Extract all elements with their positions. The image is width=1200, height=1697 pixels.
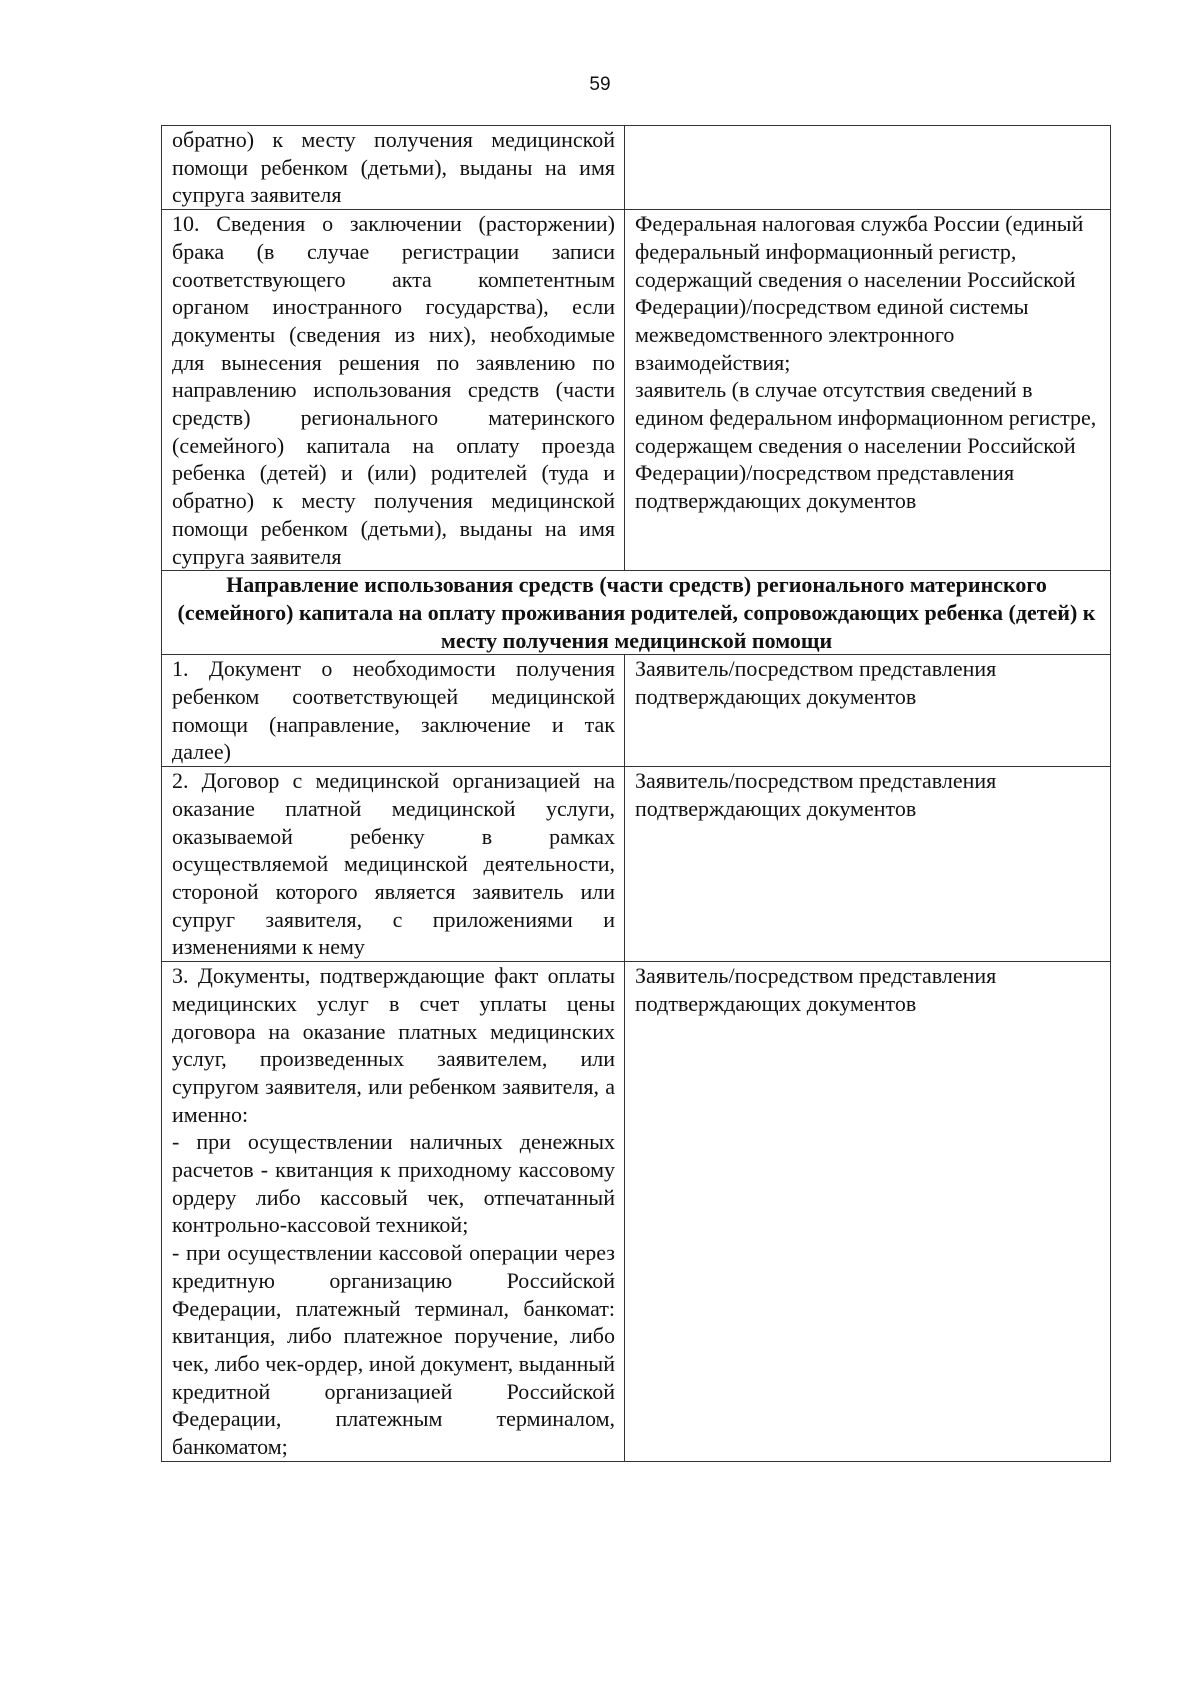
table-row [162, 962, 1111, 1462]
source-text: Заявитель/посредством представления подтверждающих документов [635, 768, 997, 821]
source-cell [625, 962, 1111, 1462]
table-row [162, 126, 1111, 210]
document-text: 3. Документы, подтверждающие факт оплаты медицинских услуг в счет уплаты цены договора на оказание платных медицинских услуг, произведенных заявителем, или супругом заявителя, или ребенком заявителя, а именно: [172, 963, 615, 1127]
document-text: - при осуществлении кассовой операции через кредитную организацию Российской Федерации, платежный терминал, банкомат: квитанция, либо платежное поручение, либо чек, либо чек-ордер, иной документ, выданный кредитной организацией Российской Федерации, платежным терминалом, банкоматом; [172, 1240, 615, 1460]
source-text: заявитель (в случае отсутствия сведений в едином федеральном информационном регистре, содержащем сведения о населении Российской Федерации)/посредством представления подтверждающих документов [635, 377, 1097, 514]
source-text: Федеральная налоговая служба России (единый федеральный информационный регистр, содержащий сведения о населении Российской Федерации)/посредством единой системы межведомственного электронного взаимодействия; [635, 211, 1084, 375]
document-cell [162, 126, 625, 210]
document-cell [162, 210, 625, 571]
source-text: Заявитель/посредством представления подтверждающих документов [635, 963, 997, 1016]
document-text: 10. Сведения о заключении (расторжении) брака (в случае регистрации записи соответствующего акта компетентным органом иностранного государства), если документы (сведения из них), необходимые для вынесения решения по заявлению по направлению использования средств (части средств) регионального материнского (семейного) капитала на оплату проезда ребенка (детей) и (или) родителей (туда и обратно) к месту получения медицинской помощи ребенком (детьми), выданы на имя супруга заявителя [172, 211, 615, 569]
table-row [162, 767, 1111, 962]
document-cell [162, 962, 625, 1462]
document-text: - при осуществлении наличных денежных расчетов - квитанция к приходному кассовому ордеру либо кассовый чек, отпечатанный контрольно-кассовой техникой; [172, 1129, 615, 1238]
source-cell [625, 767, 1111, 962]
document-text: 2. Договор с медицинской организацией на оказание платной медицинской услуги, оказываемой ребенку в рамках осуществляемой медицинской деятельности, стороной которого является заявитель или супруг заявителя, с приложениями и изменениями к нему [172, 768, 615, 960]
section-heading: Направление использования средств (части средств) регионального материнского (семейного) капитала на оплату проживания родителей, сопровождающих ребенка (детей) к месту получения медицинской помощи [162, 571, 1111, 655]
document-text: обратно) к месту получения медицинской помощи ребенком (детьми), выданы на имя супруга заявителя [172, 127, 615, 208]
requirements-table [161, 125, 1111, 1462]
source-cell [625, 126, 1111, 210]
document-cell [162, 655, 625, 767]
section-row [162, 571, 1111, 655]
table-row [162, 210, 1111, 571]
document-cell [162, 767, 625, 962]
source-cell [625, 655, 1111, 767]
source-text: Заявитель/посредством представления подтверждающих документов [635, 656, 997, 710]
document-text: 1. Документ о необходимости получения ребенком соответствующей медицинской помощи (направление, заключение и так далее) [172, 656, 615, 765]
table-row [162, 655, 1111, 767]
page-number: 59 [589, 74, 611, 95]
source-cell [625, 210, 1111, 571]
